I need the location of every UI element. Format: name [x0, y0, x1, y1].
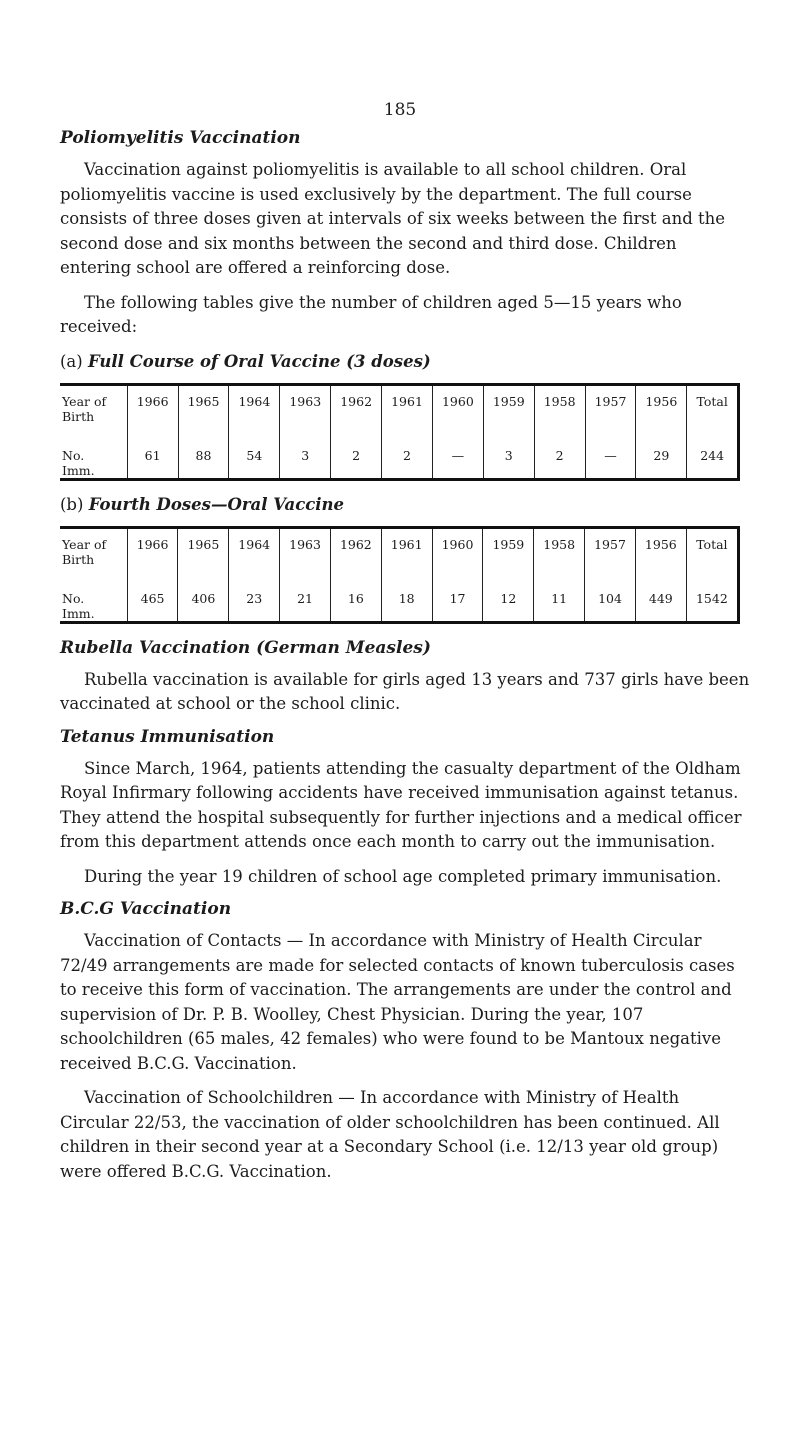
tetanus-paragraph-1: Since March, 1964, patients attending the casualty department of the Oldham Royal Infirmary following accidents have received immunisation against tetanus. They attend the hospital subsequently for further injections and a medical officer from this department attends once each month to carry out the immunisation. [60, 758, 742, 851]
table-b-row-label-imm [60, 591, 127, 623]
table-a-value-row [60, 448, 739, 480]
table-a-value: 54 [229, 448, 280, 480]
table-b-value: 21 [280, 591, 331, 623]
table-a-year: 1958 [534, 384, 585, 448]
table-b-caption [60, 495, 750, 514]
rubella-heading: Rubella Vaccination (German Measles) [60, 637, 431, 658]
table-b-year: 1963 [280, 527, 331, 591]
table-b-value: 18 [381, 591, 432, 623]
table-a-value: — [585, 448, 636, 480]
tetanus-heading: Tetanus Immunisation [60, 726, 275, 747]
table-a-caption [60, 352, 750, 371]
tetanus-paragraph-2: During the year 19 children of school age completed primary immunisation. [84, 866, 722, 886]
table-b-year: 1965 [178, 527, 229, 591]
bcg-paragraph-1: Vaccination of Contacts — In accordance with Ministry of Health Circular 72/49 arrangements are made for selected contacts of known tuberculosis cases to receive this form of vaccination. The arrangements are under the control and supervision of Dr. P. B. Woolley, Chest Physician. During the year, 107 schoolchildren (65 males, 42 females) who were found to be Mantoux negative received B.C.G. Vaccination. [60, 931, 735, 1073]
table-a-total-header: Total [687, 384, 739, 448]
table-a-value: 2 [382, 448, 433, 480]
table-b-total-value: 1542 [686, 591, 738, 623]
table-a-value: 61 [127, 448, 178, 480]
table-b-year: 1964 [229, 527, 280, 591]
page-number: 185 [383, 100, 417, 120]
table-b-label-birth: Birth [62, 551, 95, 567]
table-a-year: 1959 [483, 384, 534, 448]
table-b-value: 17 [432, 591, 483, 623]
table-a-row-label-imm [60, 448, 127, 480]
table-b-label-imm: Imm. [62, 605, 95, 621]
bcg-paragraph-2: Vaccination of Schoolchildren — In accordance with Ministry of Health Circular 22/53, the vaccination of older schoolchildren has been continued. All children in their second year at a Secondary School (i.e. 12/13 year old group) were offered B.C.G. Vaccination. [60, 1088, 720, 1181]
table-a-value: 2 [534, 448, 585, 480]
bcg-heading: B.C.G Vaccination [60, 899, 232, 919]
table-b-year: 1961 [381, 527, 432, 591]
table-a-total-value: 244 [687, 448, 739, 480]
table-a-value: 3 [483, 448, 534, 480]
table-b-year: 1962 [330, 527, 381, 591]
table-a-value: — [432, 448, 483, 480]
table-a-year: 1963 [280, 384, 331, 448]
table-b-label: (b) [60, 494, 84, 514]
table-b-year: 1966 [127, 527, 178, 591]
table-a-value: 2 [331, 448, 382, 480]
table-a-year: 1961 [382, 384, 433, 448]
table-a-year-row [60, 384, 739, 448]
document-body [60, 128, 750, 1194]
rubella-paragraph: Rubella vaccination is available for girls aged 13 years and 737 girls have been vaccinated at school or the school clinic. [60, 669, 750, 713]
table-b-year: 1956 [635, 527, 686, 591]
table-b-value: 406 [178, 591, 229, 623]
table-b-year: 1957 [585, 527, 636, 591]
table-b-title: Fourth Doses—Oral Vaccine [88, 494, 345, 514]
table-b-year: 1959 [483, 527, 534, 591]
table-a-year: 1957 [585, 384, 636, 448]
table-a-value: 3 [280, 448, 331, 480]
table-b-year-row [60, 527, 739, 591]
table-b-value: 465 [127, 591, 178, 623]
table-b-total-header: Total [686, 527, 738, 591]
table-a [60, 383, 740, 481]
table-a-year: 1962 [331, 384, 382, 448]
table-a-row-label-year [60, 384, 127, 448]
table-b-year: 1960 [432, 527, 483, 591]
table-b-year: 1958 [534, 527, 585, 591]
table-a-value: 29 [636, 448, 687, 480]
table-b [60, 526, 740, 624]
table-b-value: 23 [229, 591, 280, 623]
table-a-year: 1956 [636, 384, 687, 448]
table-a-label: (a) [60, 351, 83, 371]
table-b-value: 11 [534, 591, 585, 623]
table-a-year: 1966 [127, 384, 178, 448]
table-a-label-no: No. [62, 447, 85, 463]
table-a-label-year-of: Year of [62, 393, 107, 409]
table-a-value: 88 [178, 448, 229, 480]
table-b-value-row [60, 591, 739, 623]
table-b-label-no: No. [62, 590, 85, 606]
table-b-label-year-of: Year of [62, 536, 107, 552]
polio-paragraph-1: Vaccination against poliomyelitis is available to all school children. Oral poliomyelitis vaccine is used exclusively by the department. The full course consists of three doses given at intervals of six weeks between the first and the second dose and six months between the second and third dose. Children entering school are offered a reinforcing dose. [60, 160, 726, 277]
polio-heading: Poliomyelitis Vaccination [60, 128, 301, 148]
table-b-value: 12 [483, 591, 534, 623]
table-a-year: 1964 [229, 384, 280, 448]
polio-paragraph-2: The following tables give the number of children aged 5—15 years who received: [60, 292, 682, 336]
table-b-value: 104 [585, 591, 636, 623]
table-a-year: 1960 [432, 384, 483, 448]
table-a-title: Full Course of Oral Vaccine (3 doses) [87, 351, 431, 371]
table-b-row-label-year [60, 527, 127, 591]
table-a-label-imm: Imm. [62, 462, 95, 478]
table-b-value: 16 [330, 591, 381, 623]
table-a-label-birth: Birth [62, 408, 95, 424]
table-a-year: 1965 [178, 384, 229, 448]
table-b-value: 449 [635, 591, 686, 623]
